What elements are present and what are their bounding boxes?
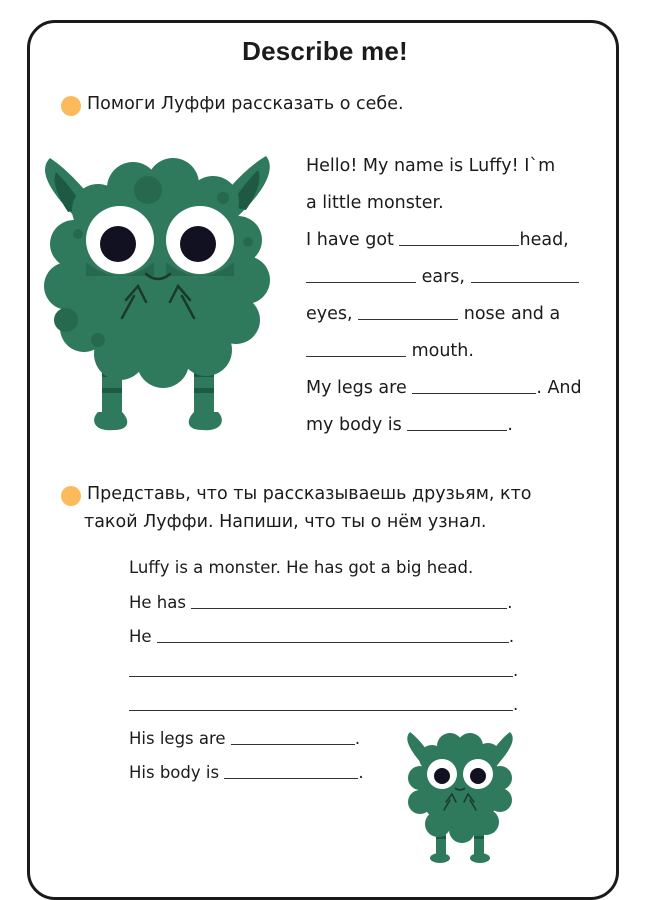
writing-line[interactable] (224, 758, 358, 779)
text: . (513, 695, 519, 714)
small-monster-illustration (402, 728, 518, 868)
writing-line[interactable] (157, 622, 509, 643)
text: . (507, 415, 513, 435)
text: head, (519, 230, 569, 250)
blank-body[interactable] (407, 410, 507, 431)
text: . (513, 661, 519, 680)
text: His legs are (129, 729, 226, 748)
example-sentence: Luffy is a monster. He has got a big head. (129, 558, 474, 577)
writing-line[interactable] (129, 656, 513, 677)
task1-instruction: Помоги Луффи рассказать о себе. (87, 94, 404, 114)
blank-nose-size[interactable] (358, 299, 458, 320)
text: . (358, 763, 364, 782)
text: eyes, (306, 304, 353, 324)
orange-bullet-icon (61, 96, 81, 116)
text: . (507, 593, 513, 612)
text: a little monster. (306, 193, 444, 213)
text: ears, (421, 267, 465, 287)
text: His body is (129, 763, 220, 782)
monster-illustration (38, 150, 278, 444)
text: My legs are (306, 378, 407, 398)
text: Hello! My name is Luffy! I`m (306, 156, 556, 176)
writing-line[interactable] (231, 724, 355, 745)
text: nose and a (463, 304, 561, 324)
text: He has (129, 593, 186, 612)
blank-ears-size[interactable] (306, 262, 416, 283)
blank-mouth[interactable] (306, 336, 406, 357)
blank-head[interactable] (399, 225, 519, 246)
instruction-line: Представь, что ты рассказываешь друзьям, кто (87, 484, 532, 504)
text: my body is (306, 415, 402, 435)
writing-line[interactable] (191, 588, 507, 609)
text: He (129, 627, 152, 646)
text: mouth. (411, 341, 474, 361)
blank-eyes-size[interactable] (471, 262, 579, 283)
writing-line[interactable] (129, 690, 513, 711)
text: I have got (306, 230, 394, 250)
text: . And (536, 378, 582, 398)
orange-bullet-icon (61, 486, 81, 506)
text: . (354, 729, 361, 748)
page-title: Describe me! (242, 36, 408, 66)
blank-legs[interactable] (412, 373, 536, 394)
task2-instruction (84, 480, 607, 536)
instruction-line: такой Луффи. Напиши, что ты о нём узнал. (84, 512, 487, 532)
text: . (508, 627, 515, 646)
luffy-self-description (306, 150, 616, 446)
